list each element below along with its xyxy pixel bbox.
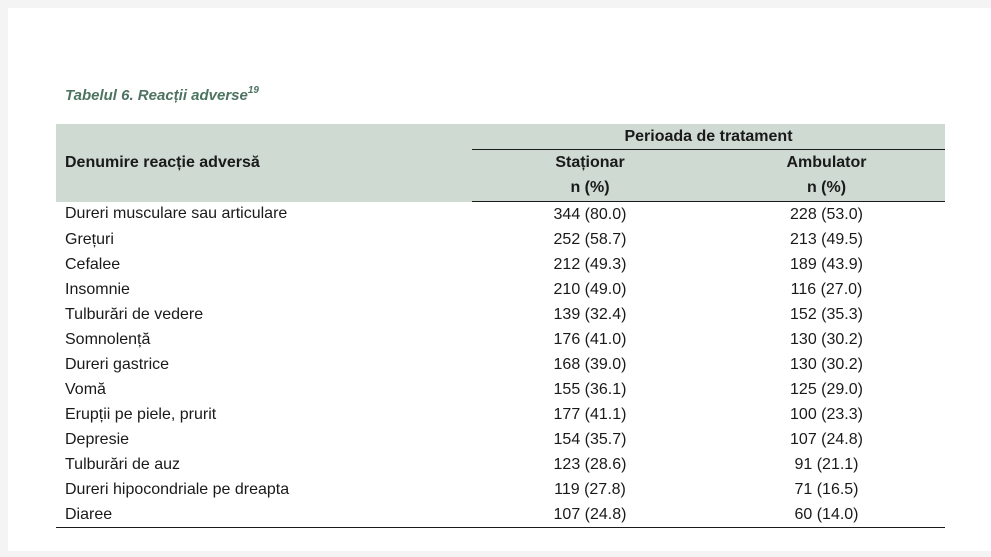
reaction-name-cell: Erupții pe piele, prurit [65,405,217,423]
table-row [56,327,945,352]
stationar-value-cell: 168 (39.0) [553,355,627,373]
reaction-name-cell: Tulburări de auz [65,455,181,473]
adverse-reactions-table [56,124,945,528]
reaction-name-cell: Insomnie [65,280,130,298]
header-reaction-name: Denumire reacție adversă [56,124,472,202]
reaction-name-cell: Grețuri [65,230,114,248]
ambulator-value-cell: 228 (53.0) [790,205,863,223]
table-row [56,377,945,402]
reaction-name-cell: Tulburări de vedere [65,305,204,323]
header-stationar-unit: n (%) [472,175,708,202]
table-row [56,302,945,327]
stationar-value-cell: 210 (49.0) [553,280,627,298]
stationar-value-cell: 176 (41.0) [553,330,627,348]
ambulator-value-cell: 91 (21.1) [794,455,859,473]
stationar-value-cell: 344 (80.0) [553,205,627,223]
stationar-value-cell: 212 (49.3) [553,255,627,273]
stationar-value-cell: 107 (24.8) [472,502,708,528]
table-row [56,352,945,377]
table-header [56,124,945,202]
reaction-name-cell: Diaree [56,502,472,528]
ambulator-value-cell: 189 (43.9) [790,255,863,273]
table-row [56,402,945,427]
table-row [56,427,945,452]
ambulator-value-cell: 152 (35.3) [790,305,863,323]
table-row [56,477,945,502]
table-row [56,452,945,477]
ambulator-value-cell: 60 (14.0) [708,502,945,528]
reaction-name-cell: Vomă [65,380,106,398]
stationar-value-cell: 139 (32.4) [553,305,627,323]
header-stationar: Staționar [472,150,708,176]
frame-border-top [0,0,991,8]
reaction-name-cell: Dureri gastrice [65,355,170,373]
table-caption-text: Tabelul 6. Reacții adverse [65,87,248,104]
frame-border-bottom [0,551,991,557]
stationar-value-cell: 119 (27.8) [554,480,626,498]
header-ambulator-unit: n (%) [708,175,945,202]
stationar-value-cell: 252 (58.7) [553,230,627,248]
reaction-name-cell: Depresie [65,430,130,448]
reaction-name-cell: Dureri musculare sau articulare [65,205,288,223]
table-caption [65,86,259,104]
stationar-value-cell: 155 (36.1) [553,380,627,398]
ambulator-value-cell: 213 (49.5) [790,230,863,248]
stationar-value-cell: 154 (35.7) [553,430,627,448]
table-row [56,502,945,528]
ambulator-value-cell: 125 (29.0) [790,380,863,398]
frame-border-left [0,0,8,557]
table-row [56,202,945,228]
ambulator-value-cell: 130 (30.2) [790,355,863,373]
table-row [56,227,945,252]
reaction-name-cell: Somnolență [65,330,151,348]
table-row [56,277,945,302]
header-ambulator: Ambulator [708,150,945,176]
ambulator-value-cell: 100 (23.3) [790,405,863,423]
ambulator-value-cell: 107 (24.8) [790,430,863,448]
ambulator-value-cell: 71 (16.5) [794,480,859,498]
caption-reference-superscript: 19 [247,85,259,96]
header-treatment-period: Perioada de tratament [472,124,945,150]
stationar-value-cell: 123 (28.6) [553,455,627,473]
reaction-name-cell: Dureri hipocondriale pe dreapta [65,480,290,498]
ambulator-value-cell: 130 (30.2) [790,330,863,348]
reaction-name-cell: Cefalee [65,255,121,273]
table-row [56,252,945,277]
table-body [56,202,945,528]
stationar-value-cell: 177 (41.1) [553,405,627,423]
ambulator-value-cell: 116 (27.0) [790,280,863,298]
